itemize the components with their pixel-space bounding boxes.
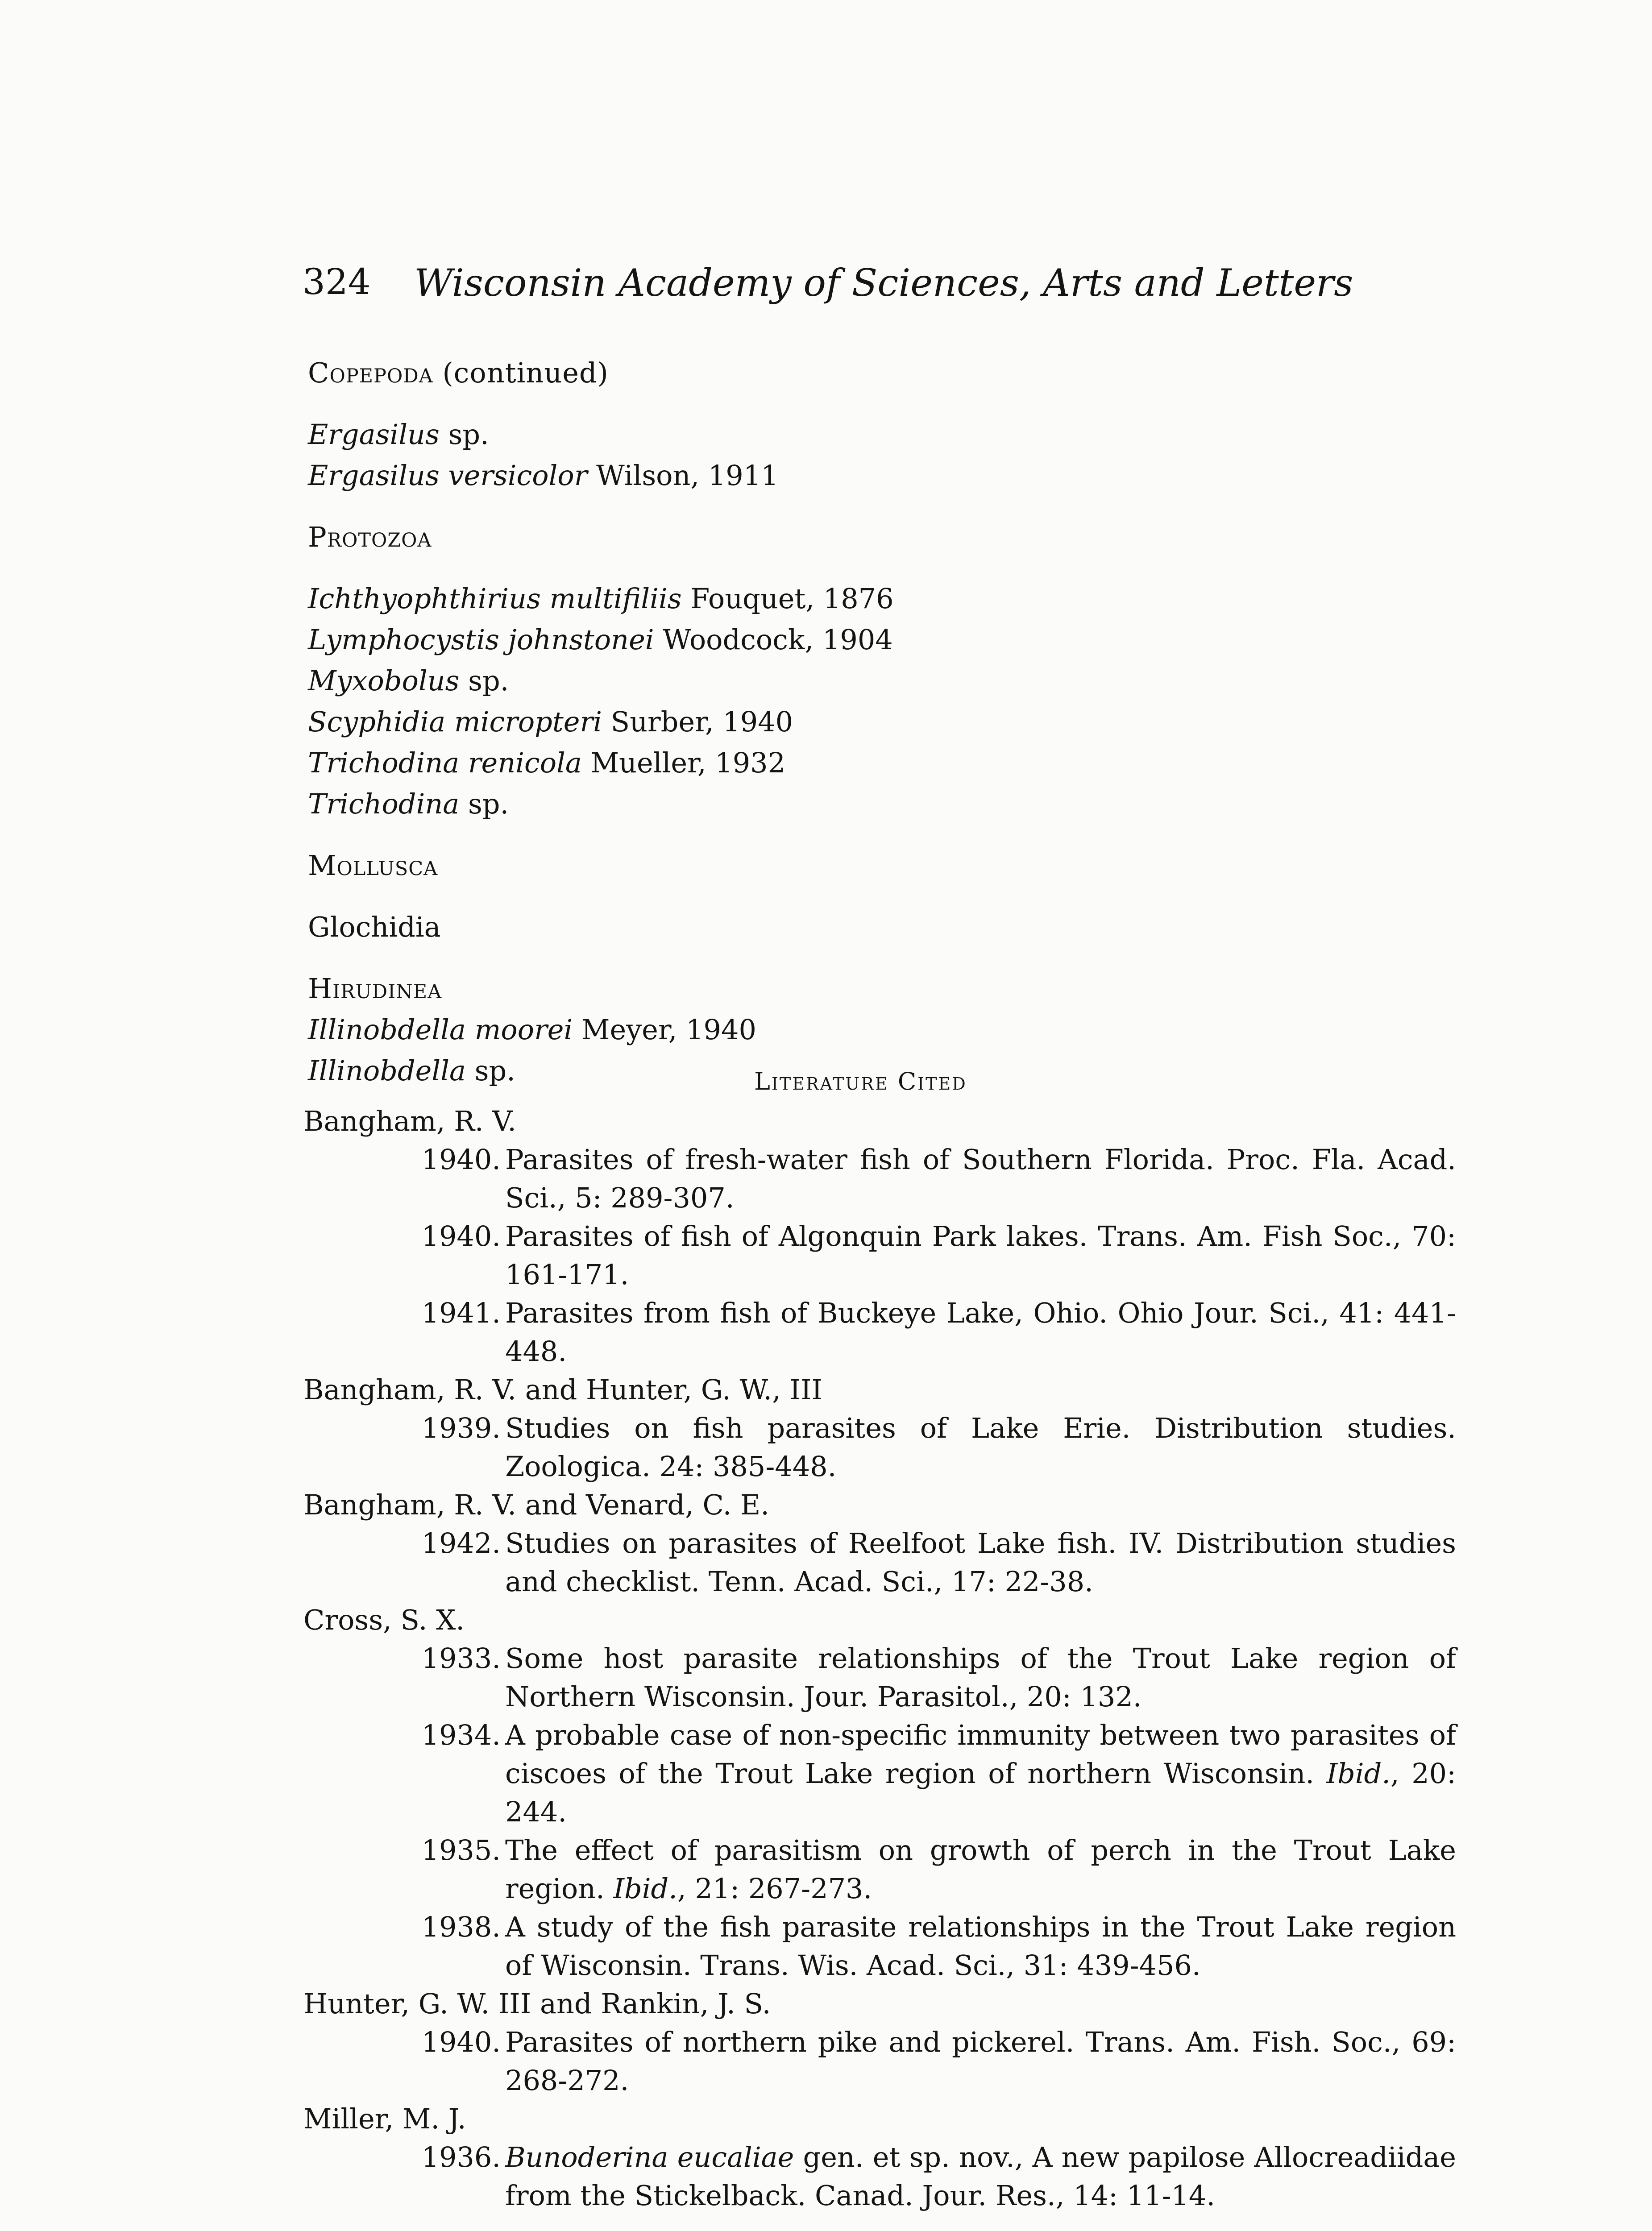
reference-author: Miller, M. J. [303,2102,466,2135]
species-entry: Illinobdella sp. [308,1054,515,1087]
reference-author: Bangham, R. V. and Venard, C. E. [303,1489,770,1521]
reference-author: Bangham, R. V. [303,1105,516,1137]
group-title-protozoa: Protozoa [308,521,432,553]
page-header [303,261,1353,310]
mollusca-item: Glochidia [308,911,441,943]
reference-entry: 1933. Some host parasite relationships of the Trout Lake region of Northern Wisconsin. Jour. Parasitol., 20: 132. [421,1642,1456,1713]
reference-entry: 1941. Parasites from fish of Buckeye Lake, Ohio. Ohio Jour. Sci., 41: 441-448. [421,1297,1456,1368]
species-entry: Myxobolus sp. [308,664,509,697]
page-number: 324 [303,261,371,303]
reference-entry: 1939. Studies on fish parasites of Lake Erie. Distribution studies. Zoologica. 24: 385-448. [421,1412,1456,1483]
continued-label: (continued) [442,357,609,389]
species-entry: Ichthyophthirius multifiliis Fouquet, 1876 [308,582,894,615]
parasite-list [308,352,1334,1091]
reference-entry: 1940. Parasites of fresh-water fish of Southern Florida. Proc. Fla. Acad. Sci., 5: 289-307. [421,1143,1456,1214]
reference-entry: 1936. Bunoderina eucaliae gen. et sp. nov., A new papilose Allocreadiidae from the Stickelback. Canad. Jour. Res., 14: 11-14. [421,2141,1456,2212]
species-entry: Lymphocystis johnstonei Woodcock, 1904 [308,623,893,656]
reference-entry: 1935. The effect of parasitism on growth of perch in the Trout Lake region. Ibid., 21: 267-273. [421,1834,1456,1905]
species-entry: Scyphidia micropteri Surber, 1940 [308,705,793,738]
references [303,1102,1455,2215]
species-entry: Ergasilus sp. [308,418,489,451]
species-entry: Trichodina sp. [308,788,509,820]
group-title-copepoda: Copepoda (continued) [308,357,609,389]
reference-author: Hunter, G. W. III and Rankin, J. S. [303,1987,771,2020]
species-entry: Illinobdella moorei Meyer, 1940 [308,1013,756,1046]
reference-entry: 1934. A probable case of non-specific immunity between two parasites of ciscoes of the Trout Lake region of northern Wisconsin. Ibid., 20: 244. [421,1719,1456,1828]
group-title-mollusca: Mollusca [308,849,438,882]
literature-cited-heading: Literature Cited [754,1067,967,1095]
reference-author: Bangham, R. V. and Hunter, G. W., III [303,1373,822,1406]
reference-entry: 1942. Studies on parasites of Reelfoot Lake fish. IV. Distribution studies and checklist. Tenn. Acad. Sci., 17: 22-38. [421,1527,1456,1598]
running-title: Wisconsin Academy of Sciences, Arts and Letters [414,261,1353,305]
species-entry: Trichodina renicola Mueller, 1932 [308,746,786,779]
species-entry: Ergasilus versicolor Wilson, 1911 [308,459,779,492]
group-title-hirudinea: Hirudinea [308,972,442,1005]
reference-author: Cross, S. X. [303,1604,465,1636]
reference-entry: 1938. A study of the fish parasite relationships in the Trout Lake region of Wisconsin. Trans. Wis. Acad. Sci., 31: 439-456. [421,1911,1456,1982]
reference-entry: 1940. Parasites of northern pike and pickerel. Trans. Am. Fish. Soc., 69: 268-272. [421,2026,1456,2097]
reference-entry: 1940. Parasites of fish of Algonquin Park lakes. Trans. Am. Fish Soc., 70: 161-171. [421,1220,1456,1291]
